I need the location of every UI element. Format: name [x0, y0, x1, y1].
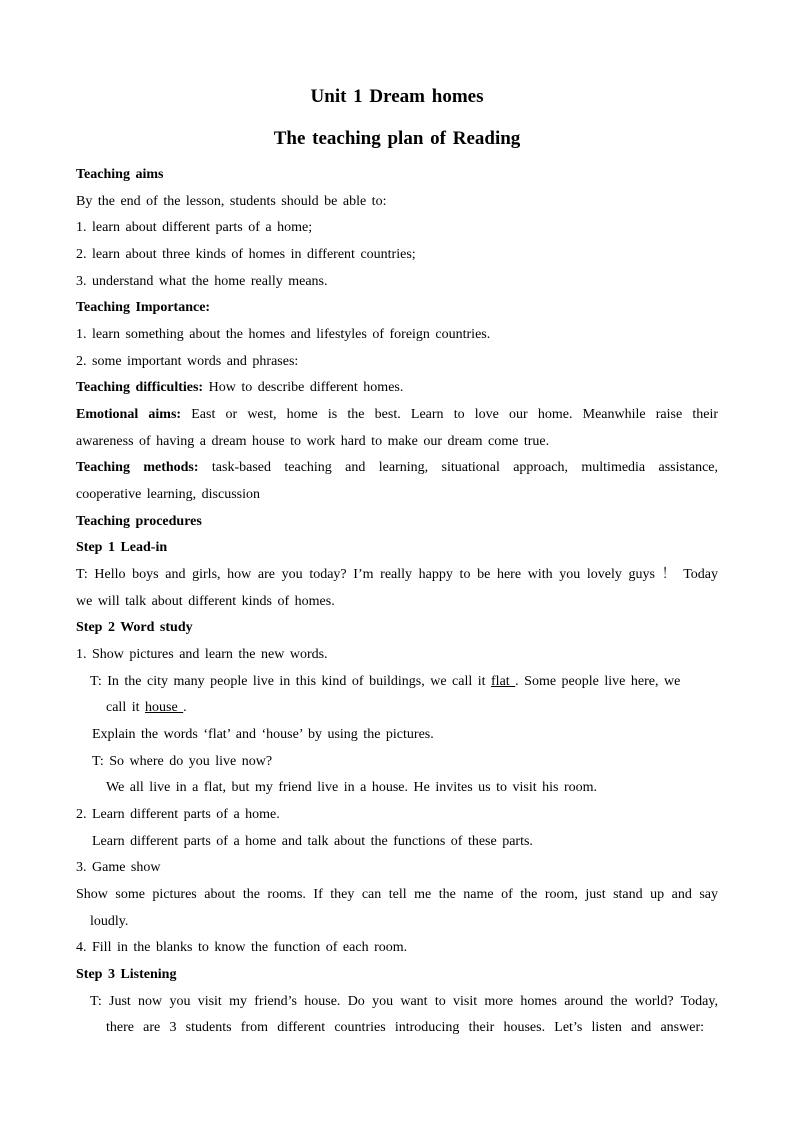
emotional-line	[76, 406, 718, 424]
emotional-label: Emotional aims:	[76, 407, 182, 422]
step2-item: 3. Game show	[76, 860, 161, 875]
word-house: house	[145, 700, 184, 715]
student-answer: We all live in a flat, but my friend live in a house. He invites us to visit his room.	[106, 780, 598, 795]
teacher-line-cont	[106, 699, 187, 717]
teacher-text: .	[183, 700, 187, 715]
step1-text-cont: we will talk about different kinds of homes.	[76, 594, 335, 609]
importance-item: 2. some important words and phrases:	[76, 354, 299, 369]
step2-heading: Step 2 Word study	[76, 620, 193, 635]
difficulties-label: Teaching difficulties:	[76, 380, 204, 395]
aim-item: 2. learn about three kinds of homes in different countries;	[76, 247, 416, 262]
document-title: Unit 1 Dream homes	[310, 86, 484, 107]
step2-item: 1. Show pictures and learn the new words.	[76, 647, 328, 662]
methods-text-cont: cooperative learning, discussion	[76, 487, 261, 502]
methods-text: task-based teaching and learning, situational approach, multimedia assistance,	[211, 460, 719, 475]
procedures-heading: Teaching procedures	[76, 514, 202, 529]
methods-label: Teaching methods:	[76, 460, 199, 475]
explain-line: Explain the words ‘flat’ and ‘house’ by using the pictures.	[92, 727, 434, 742]
step2-subitem: Learn different parts of a home and talk about the functions of these parts.	[92, 834, 533, 849]
word-flat: flat	[491, 674, 516, 689]
difficulties-text: How to describe different homes.	[208, 380, 404, 395]
importance-item: 1. learn something about the homes and lifestyles of foreign countries.	[76, 327, 491, 342]
teacher-line	[90, 673, 680, 691]
aim-item: 1. learn about different parts of a home;	[76, 220, 313, 235]
emotional-text: East or west, home is the best. Learn to love our home. Meanwhile raise their	[191, 407, 719, 422]
teacher-text: T: In the city many people live in this kind of buildings, we call it	[90, 674, 492, 689]
game-text-cont: loudly.	[90, 914, 129, 929]
methods-line	[76, 459, 718, 477]
aims-heading: Teaching aims	[76, 167, 164, 182]
aim-item: 3. understand what the home really means.	[76, 274, 328, 289]
importance-heading: Teaching Importance:	[76, 300, 211, 315]
teacher-text: call it	[106, 700, 145, 715]
step1-text: T: Hello boys and girls, how are you today? I’m really happy to be here with you lovely guys ！ Today	[76, 567, 718, 582]
step1-heading: Step 1 Lead-in	[76, 540, 168, 555]
step3-text: T: Just now you visit my friend’s house. Do you want to visit more homes around the world? Today,	[90, 994, 718, 1009]
emotional-text-cont: awareness of having a dream house to work hard to make our dream come true.	[76, 434, 550, 449]
game-text: Show some pictures about the rooms. If they can tell me the name of the room, just stand up and say	[76, 887, 718, 902]
step2-item: 2. Learn different parts of a home.	[76, 807, 280, 822]
step3-heading: Step 3 Listening	[76, 967, 177, 982]
step3-text-cont: there are 3 students from different countries introducing their houses. Let’s listen and answer:	[106, 1020, 704, 1035]
teacher-question: T: So where do you live now?	[92, 754, 273, 769]
aims-intro: By the end of the lesson, students should be able to:	[76, 194, 387, 209]
step2-item: 4. Fill in the blanks to know the function of each room.	[76, 940, 408, 955]
document-subtitle: The teaching plan of Reading	[273, 128, 521, 149]
difficulties-line	[76, 379, 403, 397]
teacher-text: . Some people live here, we	[515, 674, 681, 689]
